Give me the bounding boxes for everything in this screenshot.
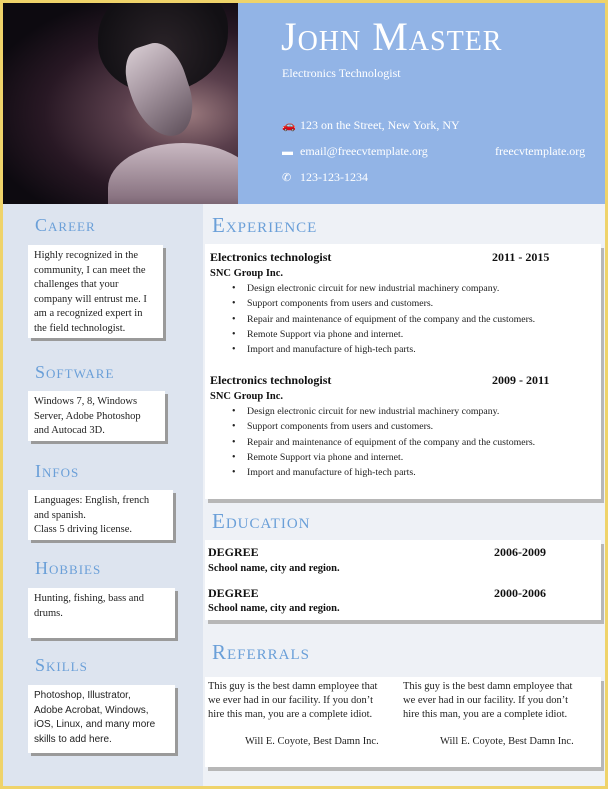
referral-signature: Will E. Coyote, Best Damn Inc. [245,736,379,747]
experience-heading: Experience [212,213,318,237]
hobbies-line: Hunting, fishing, bass and [34,593,144,604]
infos-box [28,490,173,540]
resume-page [3,3,605,786]
software-heading: Software [35,362,115,382]
career-line: company will entrust me. I [34,293,147,305]
skills-box [28,685,175,753]
email-line [282,144,428,159]
skills-heading: Skills [35,655,88,675]
duty-item: • Repair and maintenance of equipment of the company and the customers. [247,435,535,450]
skills-line: iOS, Linux, and many more [34,719,156,730]
referral-line: we ever had in our facility. If you don’t [208,695,374,706]
candidate-title: Electronics Technologist [282,66,401,80]
referral-line: hire this man, you are a complete idiot. [403,709,568,720]
career-heading: Career [35,215,96,235]
address-text: 123 on the Street, New York, NY [300,118,460,132]
job-title: Electronics technologist [210,250,332,264]
edu-school: School name, city and region. [208,603,340,614]
software-line: Windows 7, 8, Windows [34,396,138,407]
hobbies-line: drums. [34,607,63,619]
phone-text: 123-123-1234 [300,170,368,184]
hobbies-heading: Hobbies [35,558,102,578]
infos-line: Class 5 driving license. [34,524,132,535]
referral-signature: Will E. Coyote, Best Damn Inc. [440,736,574,747]
job-duties-list [247,404,535,480]
referral-line: hire this man, you are a complete idiot. [208,709,373,720]
profile-photo [3,3,238,204]
career-line: the field technologist. [34,322,126,334]
email-icon: ▬ [282,146,293,158]
job-title: Electronics technologist [210,373,332,387]
career-line: challenges that your [34,279,119,290]
referral-line: This guy is the best damn employee that [403,681,573,692]
referral-text [208,680,393,722]
phone-icon: ✆ [282,172,292,184]
job-company: SNC Group Inc. [210,268,284,279]
duty-item: • Import and manufacture of high-tech parts. [247,342,535,357]
referrals-panel [205,677,601,767]
referral-line: This guy is the best damn employee that [208,681,378,692]
referral-text [403,680,588,722]
duty-item: • Support components from users and customers. [247,419,535,434]
website-text[interactable]: freecvtemplate.org [495,144,586,158]
skills-line: Photoshop, Illustrator, [34,690,131,701]
car-icon: 🚗 [282,120,296,132]
edu-years: 2000-2006 [494,586,546,600]
career-line: am a recognized expert in [34,308,143,319]
edu-degree: DEGREE [208,545,259,559]
career-box [28,245,163,338]
education-heading: Education [212,509,311,533]
referral-line: we ever had in our facility. If you don’t [403,695,569,706]
career-line: community, I can meet the [34,264,146,276]
software-line: and Autocad 3D. [34,425,105,436]
software-line: Server, Adobe Photoshop [34,410,141,422]
edu-years: 2006-2009 [494,545,546,559]
email-text[interactable]: email@freecvtemplate.org [300,144,428,158]
career-line: Highly recognized in the [34,250,139,261]
education-panel [205,540,601,620]
duty-item: • Design electronic circuit for new industrial machinery company. [247,281,535,296]
duty-item: • Design electronic circuit for new industrial machinery company. [247,404,535,419]
infos-heading: Infos [35,461,80,481]
infos-line: Languages: English, french [34,495,150,506]
duty-item: • Remote Support via phone and internet. [247,450,535,465]
skills-line: Adobe Acrobat, Windows, [34,704,149,716]
hobbies-box [28,588,175,638]
software-box [28,391,165,441]
phone-line [282,170,368,185]
duty-item: • Support components from users and customers. [247,296,535,311]
job-dates: 2009 - 2011 [492,373,550,387]
job-company: SNC Group Inc. [210,391,284,402]
job-duties-list [247,281,535,357]
duty-item: • Remote Support via phone and internet. [247,327,535,342]
edu-degree: DEGREE [208,586,259,600]
edu-school: School name, city and region. [208,563,340,574]
infos-line: and spanish. [34,509,86,521]
skills-line: skills to add here. [34,733,112,745]
duty-item: • Import and manufacture of high-tech parts. [247,465,535,480]
referrals-heading: Referrals [212,640,311,664]
job-dates: 2011 - 2015 [492,250,550,264]
experience-panel [205,244,601,499]
candidate-name: John Master [281,14,503,59]
address-line [282,118,460,133]
duty-item: • Repair and maintenance of equipment of the company and the customers. [247,312,535,327]
